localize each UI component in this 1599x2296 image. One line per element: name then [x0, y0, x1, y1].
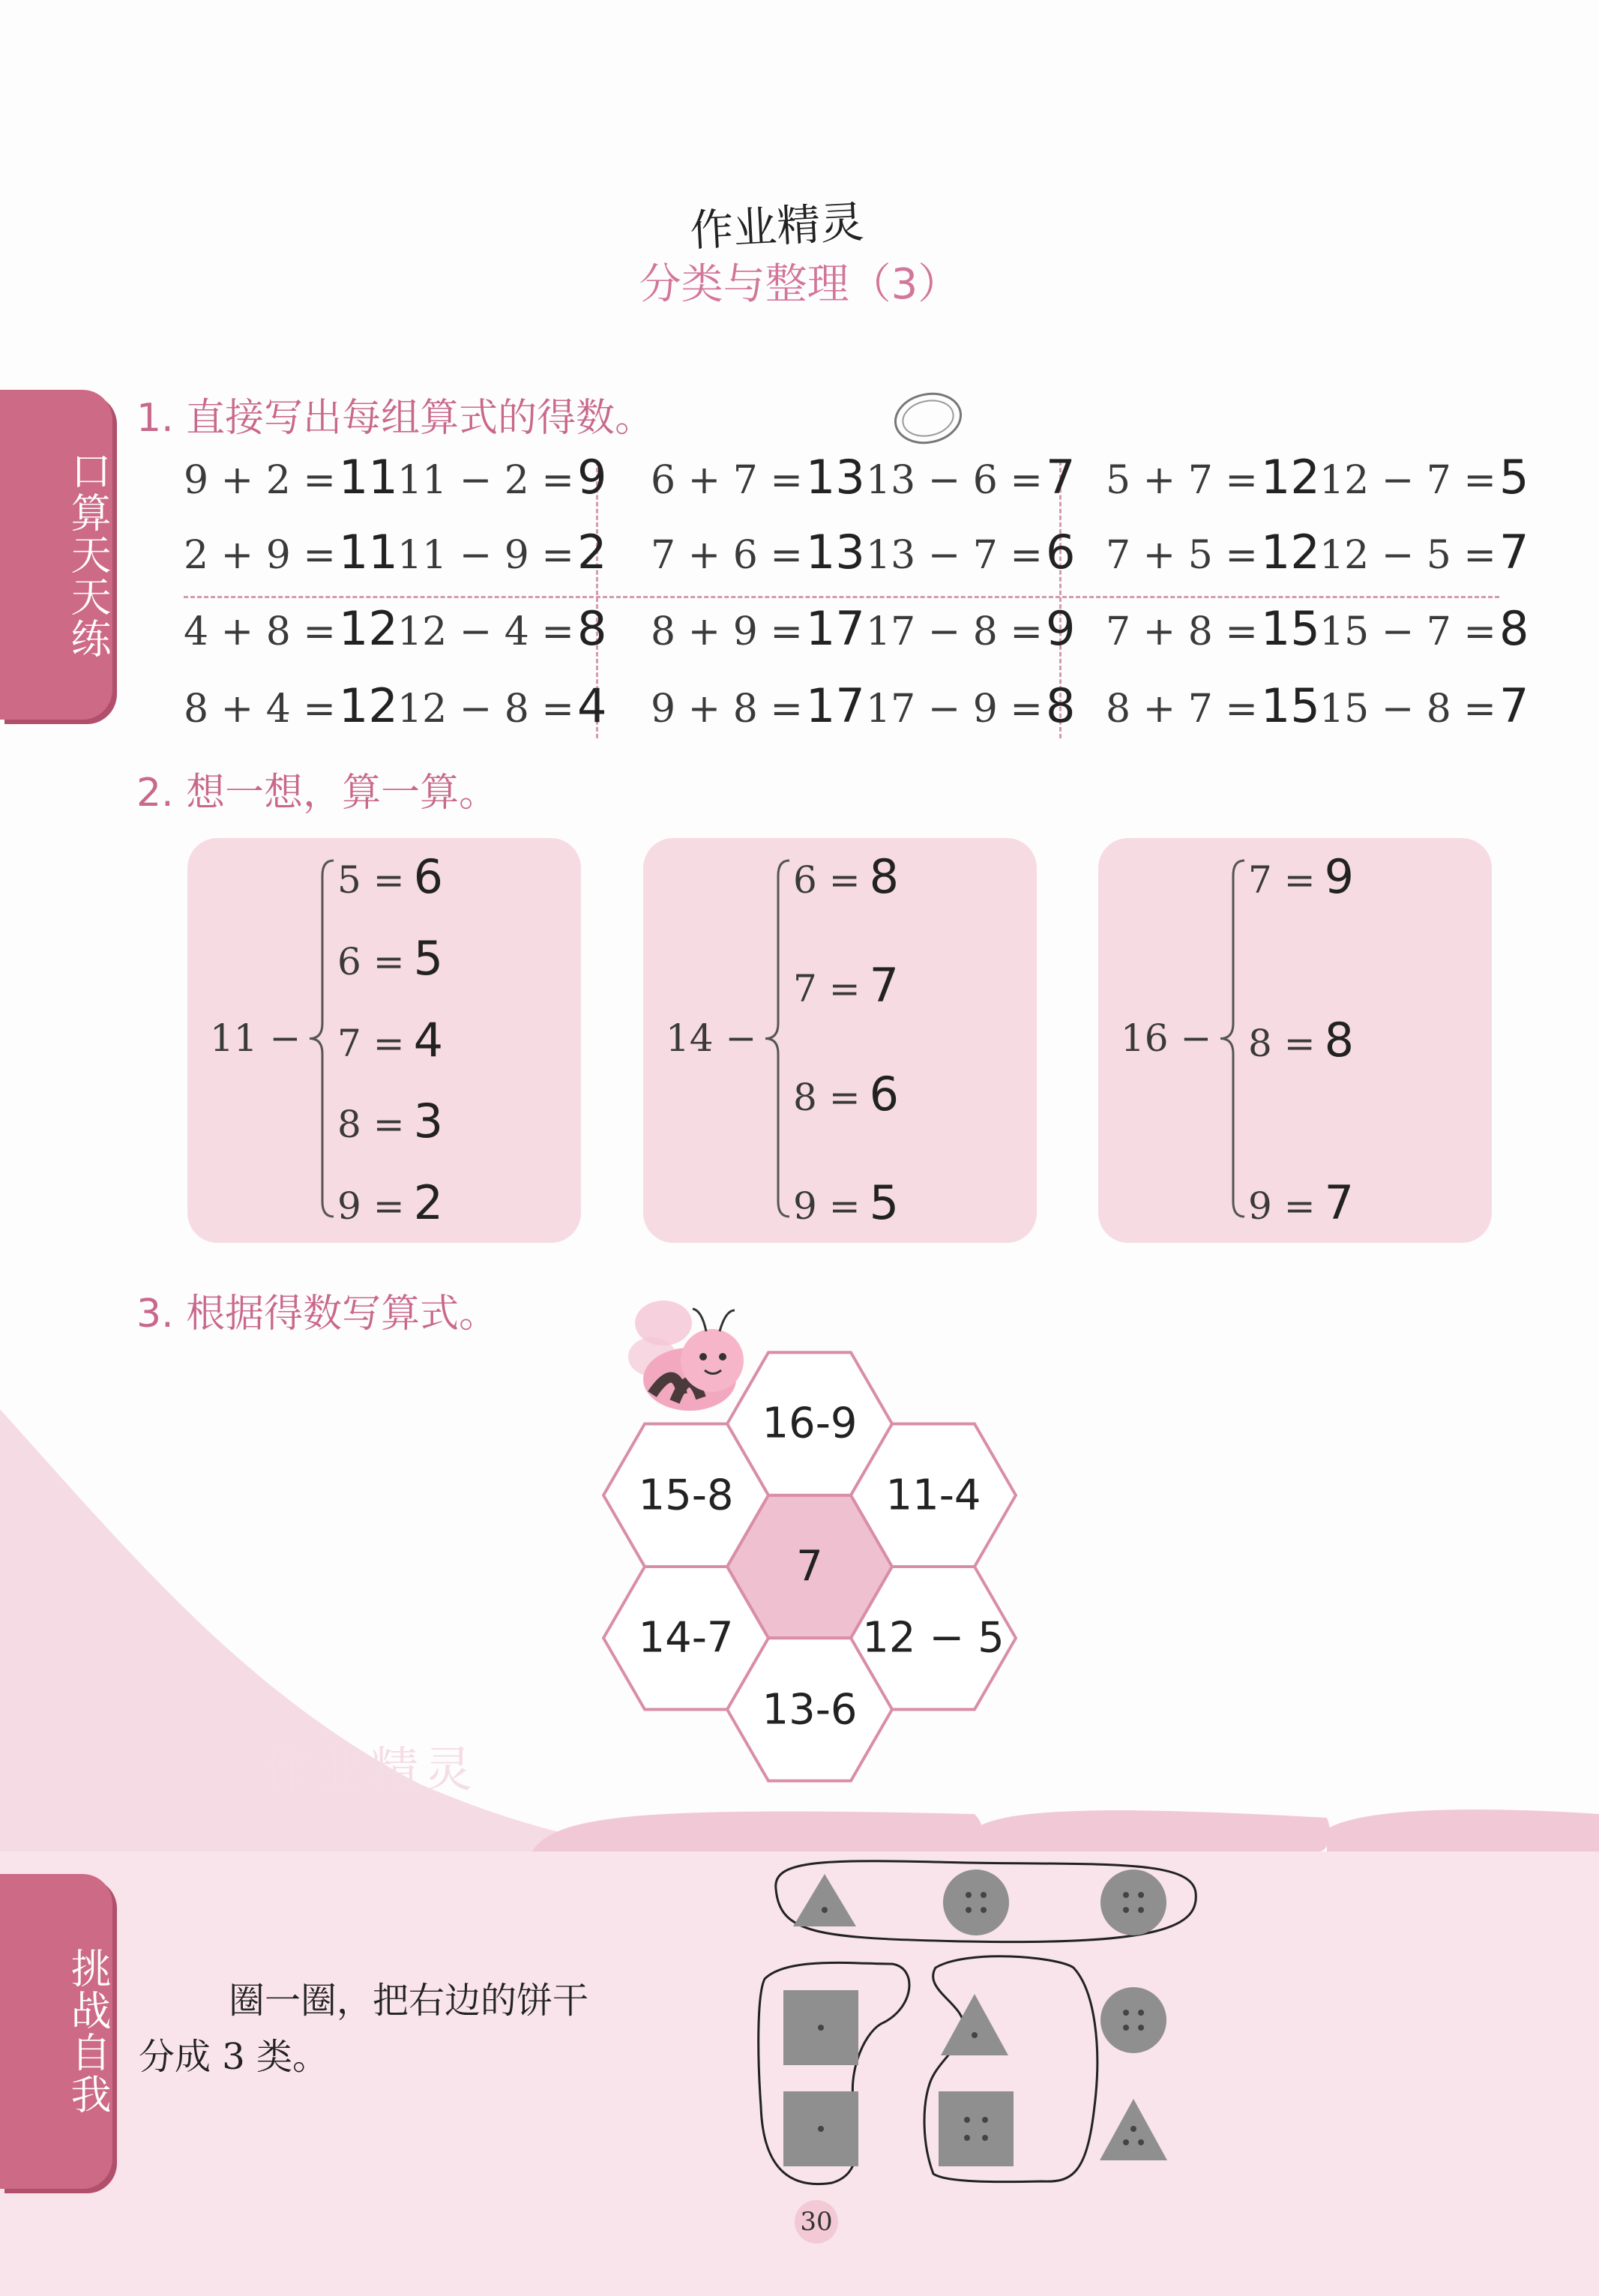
brace-icon: [1214, 857, 1252, 1220]
equation: [1319, 525, 1529, 579]
square-cookie: [939, 2091, 1014, 2166]
hex-expression: 15-8: [638, 1471, 734, 1520]
handwritten-answer: 2: [576, 525, 607, 579]
handwritten-answer: 5: [413, 930, 444, 986]
hex-expression: 14-7: [638, 1613, 734, 1663]
hex-center-value: 7: [796, 1542, 823, 1591]
cookie-shapes: [742, 1859, 1222, 2189]
equation: [1106, 525, 1320, 579]
subtrahend-expression: 8 =: [1248, 1021, 1316, 1065]
handwritten-answer: 12: [1260, 450, 1320, 504]
handwritten-answer: 6: [413, 849, 444, 904]
equation: [184, 678, 398, 733]
subtraction-item: [337, 1175, 443, 1230]
equation-expression: 7 + 5 =: [1106, 533, 1258, 578]
equation-expression: 8 + 4 =: [184, 687, 336, 732]
equation-expression: 13 − 6 =: [866, 458, 1043, 503]
equation-expression: 15 − 7 =: [1319, 609, 1496, 654]
subtraction-item: [1248, 1013, 1354, 1067]
handwritten-answer: 8: [1499, 601, 1529, 656]
question-2-heading: 2. 想一想，算一算。: [136, 771, 499, 816]
equation-expression: 7 + 8 =: [1106, 609, 1258, 654]
equation: [1319, 678, 1529, 733]
subtrahend-expression: 9 =: [337, 1184, 405, 1228]
equation-expression: 9 + 2 =: [184, 458, 336, 503]
subtraction-item: [1248, 1175, 1354, 1230]
divider: [184, 596, 1499, 598]
handwritten-answer: 11: [338, 525, 398, 579]
subtrahend-expression: 9 =: [1248, 1184, 1316, 1228]
equation-expression: 6 + 7 =: [651, 458, 803, 503]
handwritten-answer: 13: [805, 525, 865, 579]
equation-expression: 12 − 5 =: [1319, 533, 1496, 578]
equation: [184, 450, 398, 504]
equation: [651, 525, 865, 579]
subtraction-item: [337, 1094, 443, 1148]
equation-expression: 2 + 9 =: [184, 533, 336, 578]
equation-expression: 5 + 7 =: [1106, 458, 1258, 503]
handwritten-answer: 6: [869, 1067, 900, 1121]
subtrahend-expression: 7 =: [793, 967, 861, 1010]
equation: [866, 525, 1075, 579]
subtrahend-expression: 5 =: [337, 858, 405, 902]
handwritten-answer: 2: [413, 1175, 444, 1230]
handwritten-answer: 8: [1324, 1012, 1355, 1067]
equation: [1319, 450, 1529, 504]
equation: [1106, 678, 1320, 733]
handwritten-answer: 9: [576, 450, 607, 504]
equation-expression: 12 − 8 =: [397, 687, 574, 732]
equation: [651, 450, 865, 504]
subtraction-item: [793, 1175, 899, 1230]
equation: [1319, 601, 1529, 656]
handwritten-answer: 7: [1045, 450, 1076, 504]
hex-expression: 16-9: [762, 1399, 858, 1448]
side-tab-mental-math: 口算天天练: [0, 390, 112, 720]
question-3-heading: 3. 根据得数写算式。: [136, 1292, 499, 1337]
handwritten-answer: 12: [338, 678, 398, 733]
equation: [651, 601, 865, 656]
handwritten-answer: 7: [1499, 525, 1529, 579]
handwritten-answer: 15: [1260, 601, 1320, 656]
handwritten-answer: 5: [869, 1175, 900, 1230]
brace-icon: [759, 857, 797, 1220]
equation-expression: 8 + 7 =: [1106, 687, 1258, 732]
hex-expression: 13-6: [762, 1685, 858, 1735]
subtrahend-expression: 8 =: [793, 1076, 861, 1119]
side-tab-challenge: 挑战自我: [0, 1874, 112, 2189]
handwritten-answer: 8: [869, 849, 900, 904]
handwritten-answer: 7: [1499, 678, 1529, 733]
hex-expression: 11-4: [885, 1471, 981, 1520]
equation-expression: 9 + 8 =: [651, 687, 803, 732]
subtrahend-expression: 6 =: [337, 939, 405, 983]
circle-cookie: [1100, 1987, 1166, 2053]
equation: [397, 601, 606, 656]
equation: [184, 525, 398, 579]
equation: [184, 601, 398, 656]
equation-expression: 17 − 8 =: [866, 609, 1043, 654]
triangle-cookie: [793, 1874, 856, 1926]
equation-expression: 12 − 7 =: [1319, 458, 1496, 503]
subtrahend-expression: 8 =: [337, 1103, 405, 1147]
challenge-line-2: 分成 3 类。: [139, 2036, 329, 2078]
subtraction-item: [793, 849, 899, 904]
subtrahend-expression: 9 =: [793, 1184, 861, 1228]
handwritten-answer: 3: [413, 1094, 444, 1149]
subtraction-item: [337, 1013, 443, 1067]
equation: [866, 601, 1075, 656]
equation: [651, 678, 865, 733]
subtrahend-expression: 6 =: [793, 858, 861, 902]
handwritten-answer: 11: [338, 450, 398, 504]
handwritten-title: 作业精灵: [688, 196, 865, 257]
handwritten-answer: 8: [1045, 678, 1076, 733]
challenge-line-1: 圈一圈，把右边的饼干: [229, 1980, 589, 2022]
handwritten-answer: 13: [805, 450, 865, 504]
equation: [866, 678, 1075, 733]
page-number: 30: [795, 2200, 838, 2244]
equation: [866, 450, 1075, 504]
handwritten-answer: 17: [805, 601, 865, 656]
handwritten-answer: 4: [576, 678, 607, 733]
handwritten-answer: 9: [1324, 849, 1355, 904]
circle-cookie: [943, 1869, 1009, 1935]
equation-expression: 11 − 2 =: [397, 458, 574, 503]
handwritten-answer: 9: [1045, 601, 1076, 656]
minuend-label: 14 −: [666, 1016, 757, 1060]
stamp-icon: [891, 388, 966, 448]
subtrahend-expression: 7 =: [337, 1021, 405, 1065]
equation-expression: 17 − 9 =: [866, 687, 1043, 732]
subtraction-item: [793, 958, 899, 1013]
handwritten-answer: 6: [1045, 525, 1076, 579]
equation: [397, 525, 606, 579]
question-1-heading: 1. 直接写出每组算式的得数。: [136, 396, 654, 441]
equation-expression: 15 − 8 =: [1319, 687, 1496, 732]
equation: [1106, 450, 1320, 504]
equation: [1106, 601, 1320, 656]
equation: [397, 450, 606, 504]
subtraction-item: [793, 1067, 899, 1121]
handwritten-answer: 17: [805, 678, 865, 733]
handwritten-answer: 15: [1260, 678, 1320, 733]
equation-expression: 13 − 7 =: [866, 533, 1043, 578]
brace-icon: [304, 857, 341, 1220]
handwritten-answer: 12: [1260, 525, 1320, 579]
circle-cookie: [1100, 1869, 1166, 1935]
equation-expression: 4 + 8 =: [184, 609, 336, 654]
subtraction-item: [337, 849, 443, 904]
watermark: 作业精灵: [262, 1743, 478, 1798]
subtraction-item: [1248, 849, 1354, 904]
subtrahend-expression: 7 =: [1248, 858, 1316, 902]
handwritten-answer: 8: [576, 601, 607, 656]
equation-expression: 12 − 4 =: [397, 609, 574, 654]
minuend-label: 16 −: [1121, 1016, 1212, 1060]
subtraction-item: [337, 931, 443, 986]
handwritten-answer: 4: [413, 1012, 444, 1067]
equation-expression: 8 + 9 =: [651, 609, 803, 654]
minuend-label: 11 −: [210, 1016, 301, 1060]
equation: [397, 678, 606, 733]
page-title: 分类与整理（3）: [639, 260, 960, 309]
hex-expression: 12 − 5: [862, 1613, 1005, 1663]
handwritten-answer: 5: [1499, 450, 1529, 504]
equation-expression: 7 + 6 =: [651, 533, 803, 578]
handwritten-answer: 12: [338, 601, 398, 656]
handwritten-answer: 7: [869, 958, 900, 1013]
equation-expression: 11 − 9 =: [397, 533, 574, 578]
handwritten-answer: 7: [1324, 1175, 1355, 1230]
